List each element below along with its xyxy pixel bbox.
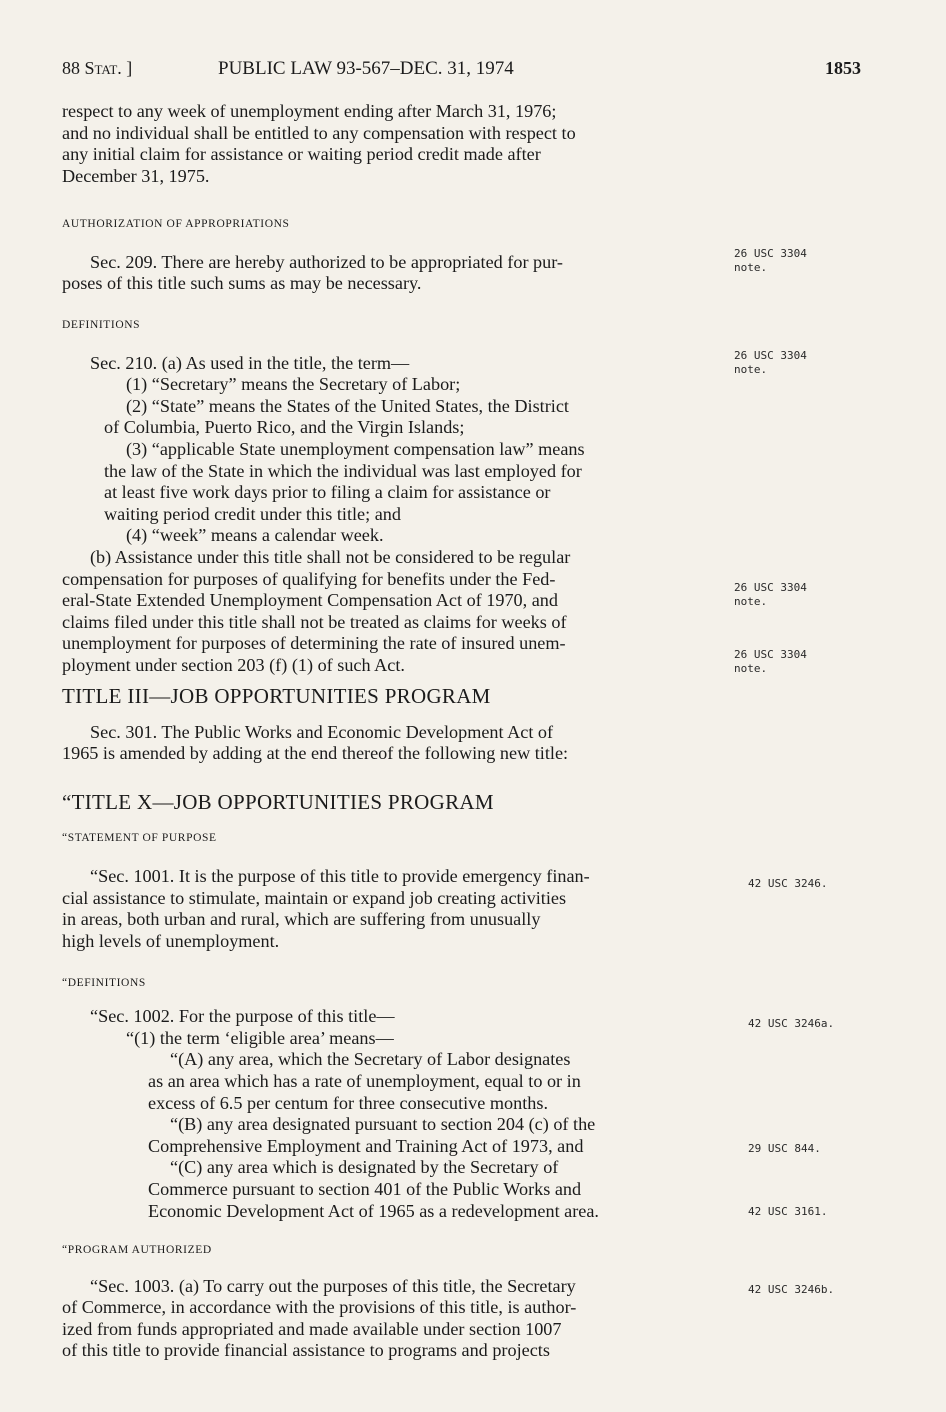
text-line: (3) “applicable State unemployment compensation law” means (126, 438, 585, 459)
margin-note: 26 USC 3304 note. (734, 581, 807, 608)
text-line: of Commerce, in accordance with the provisions of this title, is author- (62, 1297, 577, 1318)
text-line: at least five work days prior to filing a claim for assistance or (104, 482, 551, 503)
margin-note: 42 USC 3161. (748, 1205, 828, 1218)
page-number: 1853 (825, 58, 861, 78)
text-line: “(C) any area which is designated by the Secretary of (170, 1157, 559, 1178)
header-title: PUBLIC LAW 93-567–DEC. 31, 1974 (218, 58, 514, 79)
text-line: “(B) any area designated pursuant to section 204 (c) of the (170, 1114, 596, 1135)
text-line: in areas, both urban and rural, which are suffering from unusually (62, 909, 541, 930)
text-line: poses of this title such sums as may be necessary. (62, 273, 422, 294)
text-line: compensation for purposes of qualifying for benefits under the Fed- (62, 568, 556, 589)
text-line: excess of 6.5 per centum for three consecutive months. (148, 1092, 548, 1113)
text-line: any initial claim for assistance or waiting period credit made after (62, 144, 541, 165)
text-line: “(1) the term ‘eligible area’ means— (126, 1027, 394, 1048)
text-line: Sec. 301. The Public Works and Economic Development Act of (90, 721, 554, 742)
text-line: cial assistance to stimulate, maintain or expand job creating activities (62, 887, 567, 908)
header-statute-ref: 88 Stat. ] (62, 58, 133, 78)
text-line: 1965 is amended by adding at the end thereof the following new title: (62, 743, 569, 764)
text-line: (4) “week” means a calendar week. (126, 525, 384, 546)
text-line: “Sec. 1001. It is the purpose of this title to provide emergency finan- (90, 866, 590, 887)
title-heading: TITLE III—JOB OPPORTUNITIES PROGRAM (62, 684, 491, 708)
text-line: Commerce pursuant to section 401 of the Public Works and (148, 1178, 582, 1199)
margin-note: 26 USC 3304 note. (734, 648, 807, 675)
text-line: (2) “State” means the States of the United States, the District (126, 395, 569, 416)
margin-note: 42 USC 3246. (748, 877, 828, 890)
text-line: “(A) any area, which the Secretary of Labor designates (170, 1049, 571, 1070)
title-heading: “TITLE X—JOB OPPORTUNITIES PROGRAM (62, 790, 494, 814)
section-heading: “DEFINITIONS (62, 976, 146, 989)
text-line: waiting period credit under this title; and (104, 503, 401, 524)
text-line: Comprehensive Employment and Training Act of 1973, and (148, 1135, 584, 1156)
text-line: (1) “Secretary” means the Secretary of Labor; (126, 374, 461, 395)
section-heading: “STATEMENT OF PURPOSE (62, 831, 217, 844)
margin-note: 29 USC 844. (748, 1142, 821, 1155)
title-x (62, 792, 720, 1362)
text-line: high levels of unemployment. (62, 930, 280, 951)
text-line: as an area which has a rate of unemployment, equal to or in (148, 1070, 581, 1091)
text-line: and no individual shall be entitled to any compensation with respect to (62, 122, 576, 143)
text-line: Sec. 210. (a) As used in the title, the term— (90, 352, 410, 373)
section-heading: DEFINITIONS (62, 319, 141, 331)
text-line: unemployment for purposes of determining the rate of insured unem- (62, 633, 566, 654)
margin-note: 42 USC 3246b. (748, 1283, 835, 1296)
text-line: respect to any week of unemployment ending after March 31, 1976; (62, 101, 557, 121)
section-210 (62, 315, 720, 677)
title-iii (62, 686, 720, 765)
margin-note: 26 USC 3304 note. (734, 247, 807, 274)
text-line: claims filed under this title shall not be treated as claims for weeks of (62, 611, 567, 632)
text-line: “Sec. 1002. For the purpose of this title— (90, 1006, 395, 1027)
text-line: ployment under section 203 (f) (1) of such Act. (62, 654, 405, 675)
text-line: ized from funds appropriated and made available under section 1007 (62, 1318, 562, 1339)
section-209 (62, 214, 720, 295)
text-line: (b) Assistance under this title shall not be considered to be regular (90, 546, 571, 567)
margin-note: 42 USC 3246a. (748, 1017, 835, 1030)
text-line: Sec. 209. There are hereby authorized to be appropriated for pur- (90, 251, 563, 272)
margin-note: 26 USC 3304 note. (734, 349, 807, 376)
section-heading: “PROGRAM AUTHORIZED (62, 1244, 212, 1257)
text-line: Economic Development Act of 1965 as a redevelopment area. (148, 1200, 599, 1221)
text-line: December 31, 1975. (62, 165, 210, 186)
section-heading: AUTHORIZATION OF APPROPRIATIONS (62, 218, 290, 230)
text-line: of Columbia, Puerto Rico, and the Virgin Islands; (104, 417, 465, 438)
text-line: of this title to provide financial assistance to programs and projects (62, 1340, 550, 1361)
text-line: eral-State Extended Unemployment Compensation Act of 1970, and (62, 590, 558, 611)
continuation-paragraph (62, 101, 720, 187)
text-line: the law of the State in which the individual was last employed for (104, 460, 582, 481)
text-line: “Sec. 1003. (a) To carry out the purposes of this title, the Secretary (90, 1275, 576, 1296)
